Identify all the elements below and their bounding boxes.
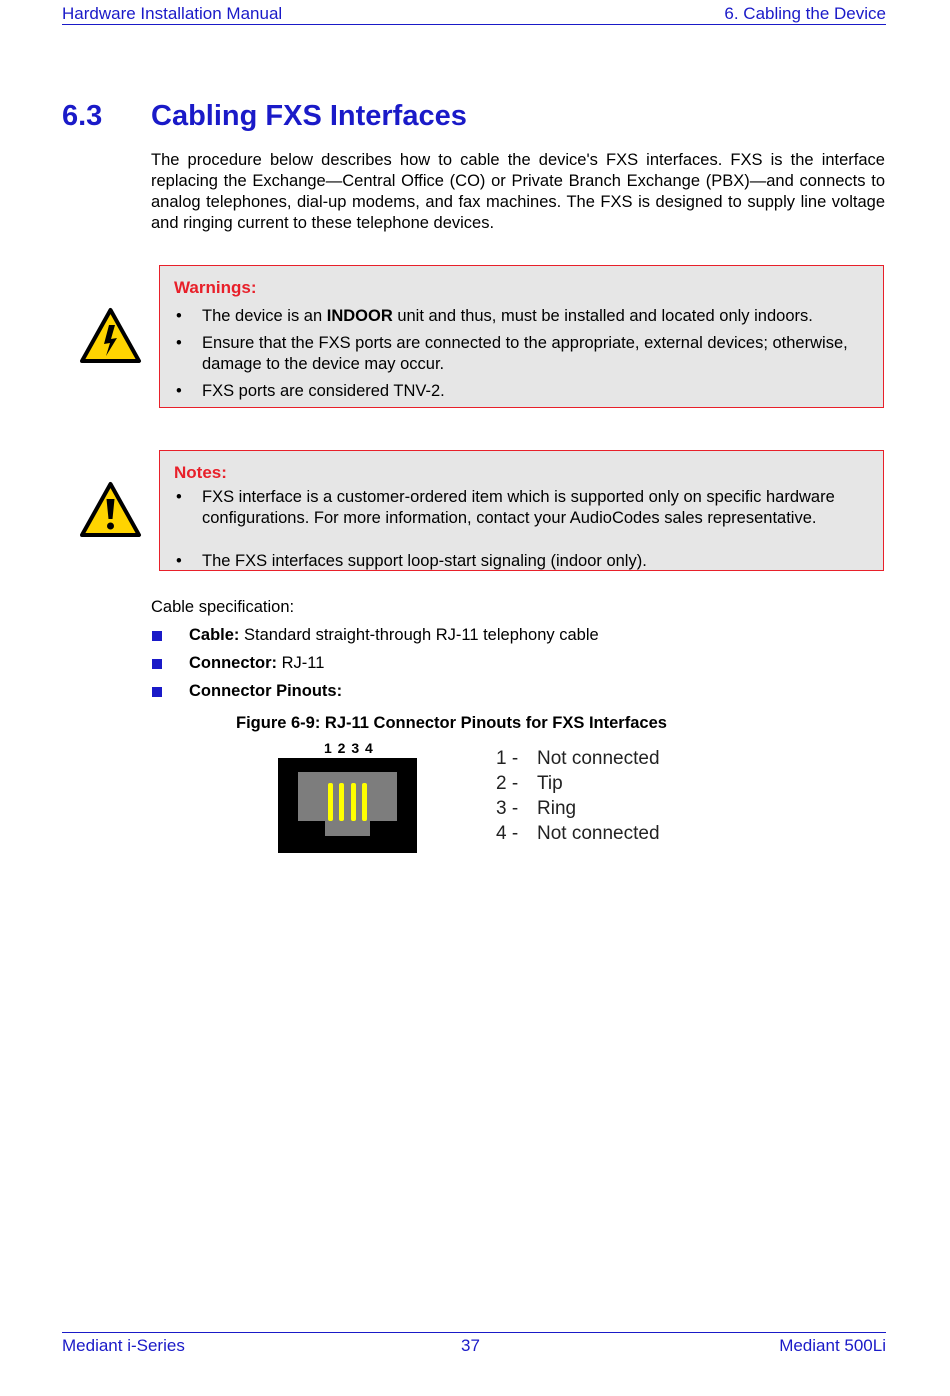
square-bullet-icon (152, 631, 162, 641)
square-bullet-icon (152, 659, 162, 669)
warnings-list (174, 306, 875, 402)
caution-exclamation-icon (79, 481, 142, 538)
section-title: Cabling FXS Interfaces (151, 100, 467, 132)
page-header (62, 4, 886, 25)
rj11-jack-diagram (278, 758, 417, 853)
pin-number-labels: 1 2 3 4 (324, 740, 374, 756)
intro-paragraph: The procedure below describes how to cable the device's FXS interfaces. FXS is the interface replacing the Exchange—Central Office (CO) or Private Branch Exchange (PBX)—and connects to analog telephones, dial-up modems, and fax machines. The FXS is designed to supply line voltage and ringing current to these telephone devices. (151, 151, 885, 232)
list-item: Connector Pinouts: (151, 682, 599, 710)
page-footer (62, 1332, 886, 1357)
square-bullet-icon (152, 687, 162, 697)
cable-spec-list (151, 626, 599, 710)
header-manual-title: Hardware Installation Manual (62, 4, 283, 23)
list-item: • The FXS interfaces support loop-start signaling (indoor only). (176, 552, 647, 570)
header-chapter-title: 6. Cabling the Device (724, 4, 886, 23)
list-item: • FXS ports are considered TNV-2. (176, 382, 445, 400)
footer-product: Mediant 500Li (779, 1336, 886, 1355)
list-item: Connector: RJ-11 (151, 654, 599, 682)
cable-spec-intro: Cable specification: (151, 598, 295, 616)
electric-hazard-icon (79, 307, 142, 364)
figure-caption: Figure 6-9: RJ-11 Connector Pinouts for FXS Interfaces (236, 714, 667, 732)
list-item: • Ensure that the FXS ports are connected to the appropriate, external devices; otherwise, damage to the device may occur. (176, 334, 848, 373)
notes-list (174, 487, 875, 572)
list-item: • The device is an INDOOR unit and thus, must be installed and located only indoors. (176, 307, 813, 325)
warnings-box (159, 265, 884, 408)
footer-series: Mediant i-Series (62, 1336, 185, 1355)
notes-heading: Notes: (174, 463, 227, 482)
list-item: Cable: Standard straight-through RJ-11 telephony cable (151, 626, 599, 654)
warnings-heading: Warnings: (174, 278, 257, 297)
section-number: 6.3 (62, 100, 103, 132)
page-number: 37 (461, 1336, 480, 1355)
notes-box (159, 450, 884, 571)
list-item: • FXS interface is a customer-ordered item which is supported only on specific hardware configurations. For more information, contact your AudioCodes sales representative. (176, 488, 835, 527)
